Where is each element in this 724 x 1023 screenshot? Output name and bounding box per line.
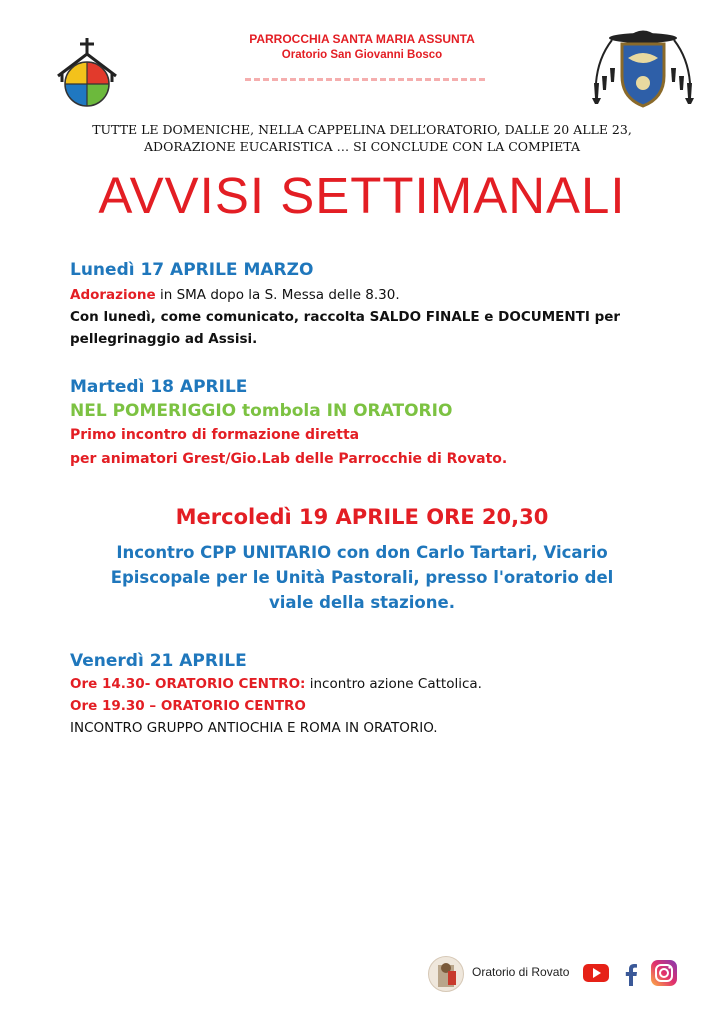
oratorio-name: Oratorio San Giovanni Bosco: [281, 49, 443, 61]
friday-item-1-text: incontro azione Cattolica.: [305, 676, 482, 692]
oratorio-avatar[interactable]: [428, 956, 464, 992]
page-title: AVVISI SETTIMANALI: [98, 167, 626, 224]
wednesday-body: [40, 540, 684, 615]
friday-item-1: [70, 673, 690, 695]
friday-item-2-text: INCONTRO GRUPPO ANTIOCHIA E ROMA IN ORATORIO.: [70, 720, 438, 736]
wednesday-line-1: Incontro CPP UNITARIO con don Carlo Tartari, Vicario: [116, 543, 608, 562]
tuesday-line-2: Primo incontro di formazione diretta: [70, 427, 360, 443]
parish-name: PARROCCHIA SANTA MARIA ASSUNTA: [249, 32, 475, 46]
footer-social: [428, 956, 688, 990]
friday-section: [70, 649, 690, 739]
wednesday-line-2: Episcopale per le Unità Pastorali, presso l'oratorio del: [110, 568, 614, 587]
monday-line-3: pellegrinaggio ad Assisi.: [70, 331, 258, 347]
tuesday-section: [70, 375, 690, 471]
header-divider: [245, 78, 485, 81]
tuesday-afternoon: NEL POMERIGGIO tombola IN ORATORIO: [70, 401, 453, 421]
oratorio-puzzle-logo-icon: [52, 36, 122, 112]
wednesday-line-3: viale della stazione.: [269, 593, 455, 612]
monday-heading: Lunedì 17 APRILE MARZO: [70, 260, 314, 280]
monday-adoration: [70, 284, 690, 306]
adoration-label: Adorazione: [70, 287, 156, 303]
notice-line-1: TUTTE LE DOMENICHE, NELLA CAPPELINA DELL’ORATORIO, DALLE 20 ALLE 23,: [92, 122, 632, 137]
adoration-text: in SMA dopo la S. Messa delle 8.30.: [155, 287, 400, 303]
tuesday-heading: Martedì 18 APRILE: [70, 377, 248, 397]
monday-line-2: Con lunedì, come comunicato, raccolta SALDO FINALE e DOCUMENTI per: [70, 309, 621, 325]
friday-item-1-time: Ore 14.30- ORATORIO CENTRO:: [70, 676, 306, 692]
instagram-icon[interactable]: [651, 960, 677, 986]
adoration-notice: [40, 121, 684, 155]
youtube-icon[interactable]: [583, 964, 609, 982]
friday-item-2-time: Ore 19.30 – ORATORIO CENTRO: [70, 698, 306, 714]
wednesday-heading: Mercoledì 19 APRILE ORE 20,30: [175, 505, 549, 529]
facebook-icon[interactable]: [618, 960, 644, 986]
monday-section: [70, 258, 690, 350]
friday-heading: Venerdì 21 APRILE: [70, 651, 247, 671]
notice-line-2: ADORAZIONE EUCARISTICA … SI CONCLUDE CON LA COMPIETA: [144, 139, 580, 154]
tuesday-line-3: per animatori Grest/Gio.Lab delle Parrocchie di Rovato.: [70, 451, 508, 467]
saint-image-icon: [429, 957, 463, 991]
footer-name: Oratorio di Rovato: [472, 965, 570, 979]
